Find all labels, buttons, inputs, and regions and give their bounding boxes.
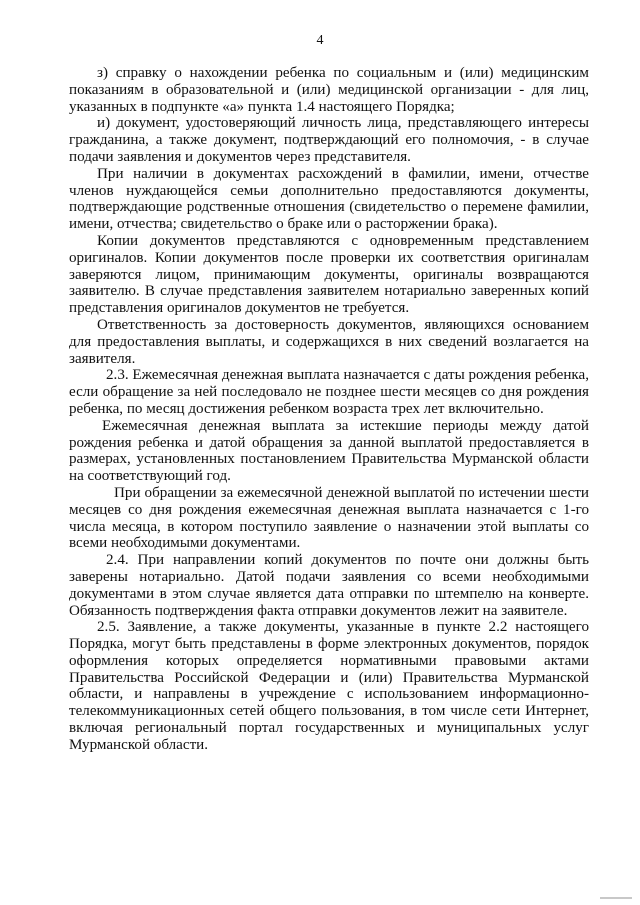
document-body xyxy=(69,65,589,754)
paragraph-name-discrepancies: При наличии в документах расхождений в фамилии, имени, отчестве членов нуждающейся семьи дополнительно предоставляются документы, подтверждающие родственные отношения (свидетельство о перемене фамилии, имени, отчества; свидетельство о браке или о расторжении брака). xyxy=(69,165,589,233)
paragraph-document-copies: Копии документов представляются с одновременным представлением оригиналов. Копии документов после проверки их соответствия оригиналам заверяются лицом, принимающим документы, оригиналы возвращаются заявителю. В случае представления заявителем нотариально заверенных копий представления оригиналов документов не требуется. xyxy=(69,232,589,317)
paragraph-after-six-months: При обращении за ежемесячной денежной выплатой по истечении шести месяцев со дня рождения ежемесячная денежная выплата назначается с 1-го числа месяца, в котором поступило заявление о назначении этой выплаты со всеми необходимыми документами. xyxy=(69,484,589,552)
paragraph-2-3: 2.3. Ежемесячная денежная выплата назначается с даты рождения ребенка, если обращение за ней последовало не позднее шести месяцев со дня рождения ребенка, по месяц достижения ребенком возраста трех лет включительно. xyxy=(69,367,589,417)
paragraph-item-z: з) справку о нахождении ребенка по социальным и (или) медицинским показаниям в образовательной и (или) медицинской организации - для лиц, указанных в подпункте «а» пункта 1.4 настоящего Порядка; xyxy=(69,65,589,115)
scan-artifact-mark xyxy=(600,897,632,899)
page-number: 4 xyxy=(316,33,324,48)
paragraph-past-periods: Ежемесячная денежная выплата за истекшие периоды между датой рождения ребенка и датой обращения за данной выплатой предоставляется в размерах, установленных постановлением Правительства Мурманской области на соответствующий год. xyxy=(69,417,589,485)
paragraph-responsibility: Ответственность за достоверность документов, являющихся основанием для предоставления выплаты, и содержащихся в них сведений возлагается на заявителя. xyxy=(69,316,589,367)
paragraph-item-i: и) документ, удостоверяющий личность лица, представляющего интересы гражданина, а также документ, подтверждающий его полномочия, - в случае подачи заявления и документов через представителя. xyxy=(69,115,589,165)
paragraph-2-5: 2.5. Заявление, а также документы, указанные в пункте 2.2 настоящего Порядка, могут быть представлены в форме электронных документов, порядок оформления которых определяется нормативными правовыми актами Правительства Российской Федерации и (или) Правительства Мурманской области, и направлены в учреждение с использованием информационно-телекоммуникационных сетей общего пользования, в том числе сети Интернет, включая региональный портал государственных и муниципальных услуг Мурманской области. xyxy=(69,619,589,753)
paragraph-2-4: 2.4. При направлении копий документов по почте они должны быть заверены нотариально. Датой подачи заявления со всеми необходимыми документами в этом случае является дата отправки по штемпелю на конверте. Обязанность подтверждения факта отправки документов лежит на заявителе. xyxy=(69,552,589,619)
